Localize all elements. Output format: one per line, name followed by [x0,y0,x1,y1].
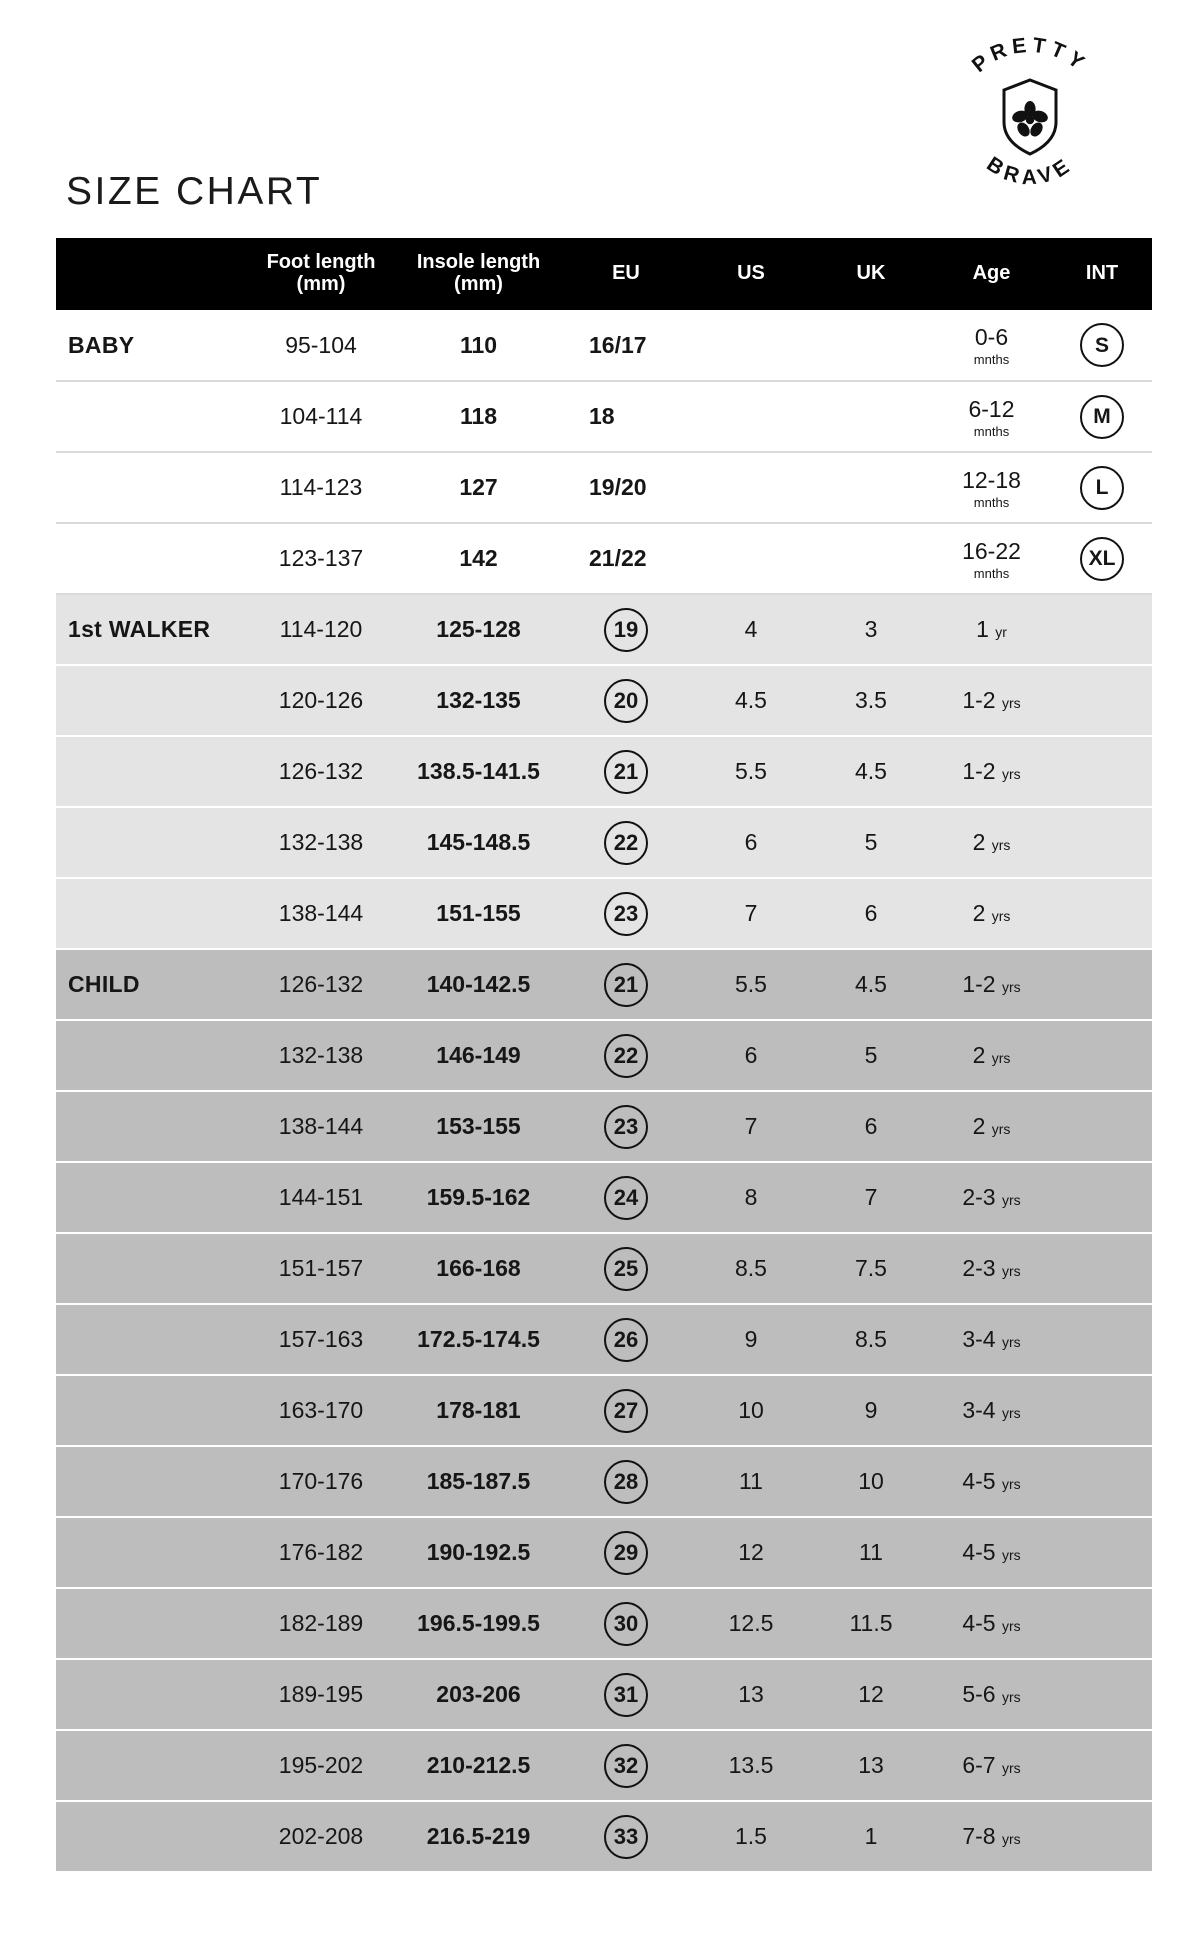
cell-us: 12 [691,1517,811,1588]
cell-us: 13 [691,1659,811,1730]
table-row [56,310,1152,381]
cell-age [931,1446,1052,1517]
table-row [56,807,1152,878]
cell-eu [561,1588,691,1659]
age-unit: yrs [1001,1689,1021,1705]
age-unit: yrs [1001,1334,1021,1350]
table-row [56,665,1152,736]
eu-size-badge: 25 [604,1247,648,1291]
cell-foot-length: 126-132 [246,736,396,807]
table-row [56,452,1152,523]
age-unit: yrs [1001,1760,1021,1776]
cell-group [56,523,246,594]
table-row [56,594,1152,665]
cell-us: 13.5 [691,1730,811,1801]
cell-age [931,1588,1052,1659]
table-row [56,523,1152,594]
cell-age [931,1801,1052,1872]
int-size-badge: L [1080,466,1124,510]
cell-group [56,1304,246,1375]
age-value: 2 yrs [972,829,1011,855]
cell-uk: 10 [811,1446,931,1517]
cell-age [931,1304,1052,1375]
age-value: 3-4 yrs [962,1326,1021,1352]
cell-int [1052,1588,1152,1659]
age-value: 7-8 yrs [962,1823,1021,1849]
int-size-badge: XL [1080,537,1124,581]
eu-size-badge: 24 [604,1176,648,1220]
cell-eu: 16/17 [561,310,691,381]
cell-us [691,310,811,381]
age-unit: mnths [973,352,1010,367]
cell-uk: 9 [811,1375,931,1446]
cell-uk: 3 [811,594,931,665]
cell-age [931,807,1052,878]
cell-us [691,381,811,452]
cell-foot-length: 123-137 [246,523,396,594]
cell-eu [561,736,691,807]
age-value: 1-2 yrs [962,687,1021,713]
cell-int [1052,878,1152,949]
table-row [56,1588,1152,1659]
age-unit: yrs [1001,1476,1021,1492]
cell-insole-length: 146-149 [396,1020,561,1091]
cell-eu [561,1801,691,1872]
cell-insole-length: 142 [396,523,561,594]
cell-eu: 18 [561,381,691,452]
cell-eu [561,1517,691,1588]
cell-age [931,594,1052,665]
cell-int [1052,1020,1152,1091]
table-row [56,1091,1152,1162]
eu-size-badge: 19 [604,608,648,652]
cell-eu [561,1375,691,1446]
cell-uk [811,381,931,452]
cell-eu: 21/22 [561,523,691,594]
cell-age [931,665,1052,736]
age-value: 6-12 mnths [932,396,1051,438]
age-unit: mnths [973,423,1010,439]
header-insole-length-line2: (mm) [454,273,503,295]
cell-eu [561,1659,691,1730]
cell-us: 9 [691,1304,811,1375]
age-value: 16-22 mnths [932,538,1051,580]
cell-us: 7 [691,1091,811,1162]
cell-foot-length: 163-170 [246,1375,396,1446]
age-value: 1-2 yrs [962,971,1021,997]
cell-foot-length: 132-138 [246,807,396,878]
age-unit: yrs [1001,1405,1021,1421]
cell-int [1052,1517,1152,1588]
cell-insole-length: 203-206 [396,1659,561,1730]
cell-uk: 6 [811,878,931,949]
size-chart-table [56,238,1152,1873]
cell-insole-length: 132-135 [396,665,561,736]
age-value: 3-4 yrs [962,1397,1021,1423]
cell-group [56,1162,246,1233]
cell-uk: 8.5 [811,1304,931,1375]
header-uk: UK [811,238,931,310]
cell-us: 6 [691,1020,811,1091]
cell-eu [561,594,691,665]
cell-int [1052,1446,1152,1517]
header-group [56,238,246,310]
eu-size-badge: 21 [604,750,648,794]
cell-int [1052,665,1152,736]
eu-size-badge: 33 [604,1815,648,1859]
header-age: Age [931,238,1052,310]
cell-int [1052,1162,1152,1233]
cell-us: 4.5 [691,665,811,736]
cell-eu [561,1020,691,1091]
cell-foot-length: 189-195 [246,1659,396,1730]
cell-insole-length: 196.5-199.5 [396,1588,561,1659]
table-row [56,1162,1152,1233]
eu-size-badge: 23 [604,892,648,936]
cell-foot-length: 132-138 [246,1020,396,1091]
cell-group [56,1091,246,1162]
cell-insole-length: 145-148.5 [396,807,561,878]
cell-insole-length: 178-181 [396,1375,561,1446]
age-unit: yrs [1001,695,1021,711]
age-unit: yrs [991,908,1011,924]
age-value: 5-6 yrs [962,1681,1021,1707]
cell-foot-length: 138-144 [246,1091,396,1162]
cell-int [1052,452,1152,523]
cell-group [56,1730,246,1801]
cell-uk: 11 [811,1517,931,1588]
cell-uk: 12 [811,1659,931,1730]
age-value: 4-5 yrs [962,1610,1021,1636]
eu-size-badge: 31 [604,1673,648,1717]
cell-foot-length: 104-114 [246,381,396,452]
cell-insole-length: 125-128 [396,594,561,665]
table-row [56,1233,1152,1304]
cell-uk: 11.5 [811,1588,931,1659]
cell-insole-length: 153-155 [396,1091,561,1162]
pretty-brave-logo [930,34,1130,194]
cell-insole-length: 190-192.5 [396,1517,561,1588]
cell-age [931,736,1052,807]
table-header [56,238,1152,310]
table-row [56,878,1152,949]
age-value: 2-3 yrs [962,1184,1021,1210]
cell-eu [561,1730,691,1801]
cell-age [931,878,1052,949]
cell-age [931,1162,1052,1233]
cell-age [931,1730,1052,1801]
age-unit: yrs [991,1121,1011,1137]
cell-age [931,452,1052,523]
cell-foot-length: 120-126 [246,665,396,736]
header-row [56,238,1152,310]
table-row [56,381,1152,452]
cell-eu [561,665,691,736]
cell-us: 4 [691,594,811,665]
header-insole-length-line1: Insole length [416,250,541,273]
cell-foot-length: 114-120 [246,594,396,665]
cell-foot-length: 202-208 [246,1801,396,1872]
logo-bottom-word: BRAVE [982,152,1078,190]
cell-int [1052,381,1152,452]
age-unit: yrs [1001,979,1021,995]
cell-group [56,1517,246,1588]
cell-group [56,807,246,878]
cell-insole-length: 138.5-141.5 [396,736,561,807]
cell-age [931,310,1052,381]
cell-group: BABY [56,310,246,381]
age-unit: yrs [1001,1831,1021,1847]
cell-int [1052,1659,1152,1730]
cell-foot-length: 144-151 [246,1162,396,1233]
header-eu: EU [561,238,691,310]
cell-us: 7 [691,878,811,949]
age-value: 1-2 yrs [962,758,1021,784]
cell-group [56,1801,246,1872]
cell-foot-length: 195-202 [246,1730,396,1801]
cell-uk: 4.5 [811,949,931,1020]
age-unit: yr [995,624,1007,640]
cell-int [1052,1304,1152,1375]
cell-int [1052,1730,1152,1801]
eu-size-badge: 22 [604,1034,648,1078]
cell-int [1052,310,1152,381]
header-insole-length [396,238,561,310]
cell-uk: 13 [811,1730,931,1801]
table-body [56,310,1152,1872]
cell-uk: 7 [811,1162,931,1233]
cell-eu: 19/20 [561,452,691,523]
cell-foot-length: 182-189 [246,1588,396,1659]
age-value: 4-5 yrs [962,1539,1021,1565]
cell-foot-length: 114-123 [246,452,396,523]
cell-age [931,1375,1052,1446]
header-foot-length-line2: (mm) [296,273,346,295]
cell-uk: 4.5 [811,736,931,807]
cell-int [1052,807,1152,878]
cell-us: 5.5 [691,949,811,1020]
cell-eu [561,1091,691,1162]
cell-int [1052,594,1152,665]
cell-insole-length: 118 [396,381,561,452]
cell-int [1052,1375,1152,1446]
cell-foot-length: 138-144 [246,878,396,949]
cell-age [931,949,1052,1020]
shield-with-flower-icon [1004,80,1056,154]
cell-eu [561,1446,691,1517]
table-row [56,1517,1152,1588]
table-row [56,1304,1152,1375]
cell-foot-length: 151-157 [246,1233,396,1304]
age-value: 2 yrs [972,900,1011,926]
cell-foot-length: 176-182 [246,1517,396,1588]
cell-insole-length: 166-168 [396,1233,561,1304]
cell-insole-length: 172.5-174.5 [396,1304,561,1375]
cell-uk [811,523,931,594]
cell-us: 5.5 [691,736,811,807]
age-unit: yrs [991,837,1011,853]
age-unit: yrs [991,1050,1011,1066]
cell-int [1052,523,1152,594]
age-unit: mnths [973,494,1010,510]
cell-group [56,1233,246,1304]
age-value: 2-3 yrs [962,1255,1021,1281]
cell-uk [811,310,931,381]
cell-insole-length: 127 [396,452,561,523]
eu-size-badge: 21 [604,963,648,1007]
cell-us: 11 [691,1446,811,1517]
cell-group [56,665,246,736]
table-row [56,1020,1152,1091]
cell-group [56,1375,246,1446]
eu-size-badge: 27 [604,1389,648,1433]
eu-size-badge: 26 [604,1318,648,1362]
cell-age [931,1091,1052,1162]
cell-eu [561,949,691,1020]
cell-us: 8 [691,1162,811,1233]
cell-age [931,1517,1052,1588]
cell-foot-length: 95-104 [246,310,396,381]
eu-size-badge: 32 [604,1744,648,1788]
cell-us: 12.5 [691,1588,811,1659]
header-foot-length-line1: Foot length [266,250,376,273]
cell-us [691,452,811,523]
age-unit: mnths [973,565,1010,581]
cell-int [1052,1801,1152,1872]
header-int: INT [1052,238,1152,310]
cell-insole-length: 151-155 [396,878,561,949]
cell-group: CHILD [56,949,246,1020]
cell-foot-length: 157-163 [246,1304,396,1375]
logo-top-word: PRETTY [967,34,1093,78]
cell-us: 1.5 [691,1801,811,1872]
cell-us [691,523,811,594]
header-us: US [691,238,811,310]
cell-group [56,1588,246,1659]
svg-text:BRAVE [983,153,1078,190]
cell-group [56,878,246,949]
eu-size-badge: 28 [604,1460,648,1504]
size-chart-container [56,238,1152,1873]
age-unit: yrs [1001,1618,1021,1634]
cell-foot-length: 170-176 [246,1446,396,1517]
table-row [56,949,1152,1020]
cell-uk: 1 [811,1801,931,1872]
age-value: 4-5 yrs [962,1468,1021,1494]
cell-int [1052,1091,1152,1162]
eu-size-badge: 20 [604,679,648,723]
header-foot-length [246,238,396,310]
cell-group: 1st WALKER [56,594,246,665]
table-row [56,1446,1152,1517]
cell-group [56,381,246,452]
cell-int [1052,949,1152,1020]
eu-size-badge: 22 [604,821,648,865]
eu-size-badge: 29 [604,1531,648,1575]
cell-age [931,1659,1052,1730]
svg-text:PRETTY [968,34,1092,77]
cell-insole-length: 216.5-219 [396,1801,561,1872]
age-value: 1 yr [976,616,1007,642]
int-size-badge: M [1080,395,1124,439]
cell-uk [811,452,931,523]
cell-eu [561,1162,691,1233]
cell-insole-length: 110 [396,310,561,381]
cell-uk: 5 [811,807,931,878]
cell-eu [561,807,691,878]
cell-age [931,1020,1052,1091]
eu-size-badge: 30 [604,1602,648,1646]
int-size-badge: S [1080,323,1124,367]
table-row [56,1730,1152,1801]
age-value: 6-7 yrs [962,1752,1021,1778]
cell-int [1052,736,1152,807]
cell-us: 8.5 [691,1233,811,1304]
table-row [56,736,1152,807]
cell-eu [561,1304,691,1375]
cell-us: 10 [691,1375,811,1446]
eu-size-badge: 23 [604,1105,648,1149]
table-row [56,1801,1152,1872]
cell-group [56,452,246,523]
cell-group [56,1659,246,1730]
cell-group [56,1446,246,1517]
cell-eu [561,1233,691,1304]
age-value: 2 yrs [972,1113,1011,1139]
age-unit: yrs [1001,1192,1021,1208]
age-value: 2 yrs [972,1042,1011,1068]
age-value: 12-18 mnths [932,467,1051,509]
cell-uk: 3.5 [811,665,931,736]
cell-age [931,523,1052,594]
cell-int [1052,1233,1152,1304]
cell-foot-length: 126-132 [246,949,396,1020]
cell-group [56,736,246,807]
age-value: 0-6 mnths [932,324,1051,366]
page-title: SIZE CHART [66,170,323,213]
age-unit: yrs [1001,766,1021,782]
cell-eu [561,878,691,949]
table-row [56,1375,1152,1446]
cell-insole-length: 185-187.5 [396,1446,561,1517]
cell-insole-length: 210-212.5 [396,1730,561,1801]
cell-insole-length: 159.5-162 [396,1162,561,1233]
cell-uk: 7.5 [811,1233,931,1304]
age-unit: yrs [1001,1547,1021,1563]
cell-age [931,381,1052,452]
cell-us: 6 [691,807,811,878]
age-unit: yrs [1001,1263,1021,1279]
cell-age [931,1233,1052,1304]
cell-uk: 6 [811,1091,931,1162]
cell-uk: 5 [811,1020,931,1091]
cell-group [56,1020,246,1091]
table-row [56,1659,1152,1730]
cell-insole-length: 140-142.5 [396,949,561,1020]
